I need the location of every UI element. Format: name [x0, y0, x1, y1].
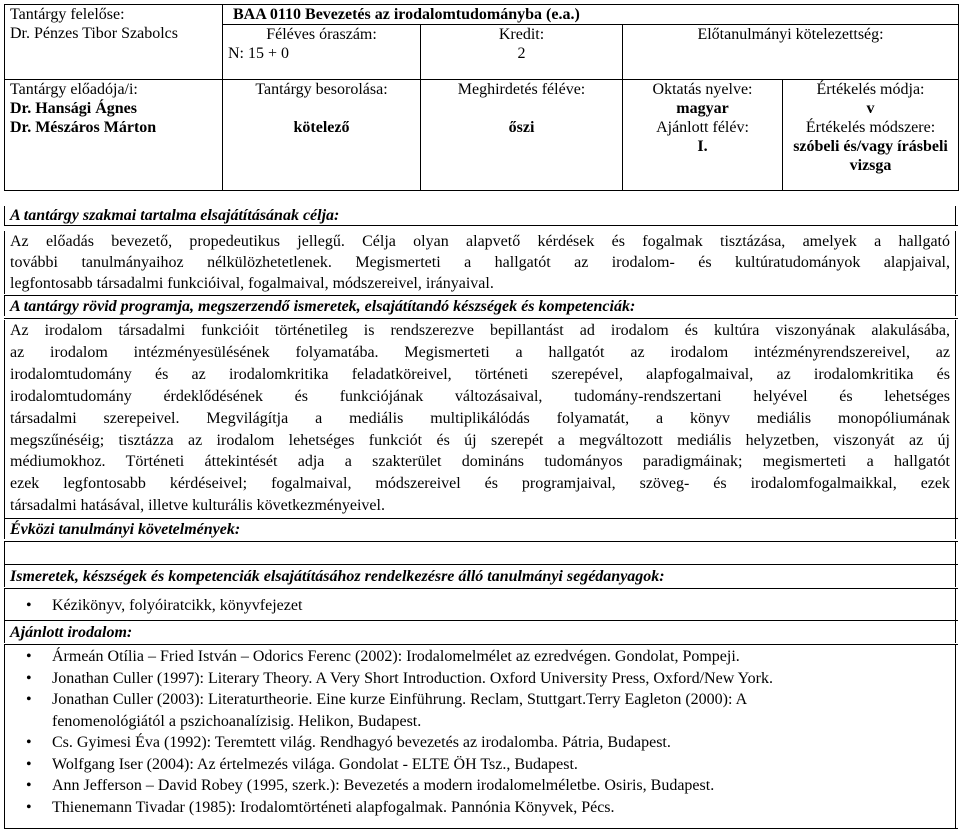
- goal-heading-row: [4, 206, 956, 225]
- goal-line: legfontosabb társadalmi funkcióival, fogalmaival, módszereivel, irányaival.: [10, 275, 494, 292]
- eval-cell: [783, 80, 959, 191]
- goal-line: további tanulmányaihoz nélkülözhetetlenek. Megismerteti a hallgatót az irodalom- és kultúratudományok alapjaival,: [10, 254, 950, 271]
- requirements-heading-row: [4, 519, 956, 539]
- program-line: irodalomtudomány érdeklődésének és funkciójának változásaival, tudomány-rendszertani helyével és lehetséges: [10, 387, 950, 405]
- lecturer-label: Tantárgy előadója/i:: [10, 81, 138, 98]
- credit-cell: [421, 25, 623, 80]
- recommended-value: I.: [697, 138, 708, 155]
- program-line: társadalmi szerepeivel. Megvilágítja a mediális multiplikálódás folyamatát, a könyv mediális monopóliumának: [10, 409, 950, 427]
- literature-item: Jonathan Culler (1997): Literary Theory. A Very Short Introduction. Oxford University Press, Oxford/New York.: [52, 669, 773, 687]
- program-line: ezek legfontosabb kérdéseivel; fogalmaival, módszereivel és programjaival, szöveg- és irodalomfogalmaikkal, ezek: [10, 475, 950, 493]
- list-item: [10, 668, 950, 690]
- language-cell: [623, 80, 783, 191]
- literature-item: Ann Jefferson – David Robey (1995, szerk.): Bevezetés a modern irodalomelméletbe. Osiris, Budapest.: [52, 777, 715, 794]
- divider: [4, 225, 958, 226]
- program-heading: A tantárgy rövid programja, megszerzendő ismeretek, elsajátítandó készségek és kompetenciák:: [10, 298, 636, 315]
- material-item: Kézikönyv, folyóiratcikk, könyvfejezet: [52, 597, 303, 614]
- goal-line: Az előadás bevezető, propedeutikus jellegű. Célja olyan alapvető kérdések és fogalmak tisztázása, amelyek a hallgató: [10, 233, 950, 250]
- bullet-icon: •: [26, 734, 32, 751]
- list-item: [10, 732, 950, 754]
- credit-label: Kredit:: [498, 26, 545, 43]
- course-title: BAA 0110 Bevezetés az irodalomtudományba (e.a.): [223, 5, 959, 25]
- program-body: [4, 320, 956, 518]
- language-value: magyar: [676, 100, 729, 117]
- recommended-label: Ajánlott félév:: [656, 119, 749, 136]
- bullet-icon: •: [26, 648, 32, 665]
- requirements-heading: Évközi tanulmányi követelmények:: [10, 521, 241, 538]
- course-header-table: [4, 4, 959, 191]
- credit-value: 2: [517, 45, 526, 62]
- program-line: társadalmi hatásával, illetve kulturális következményeivel.: [10, 497, 385, 515]
- literature-item: Wolfgang Iser (2004): Az értelmezés világa. Gondolat - ELTE ÖH Tsz., Budapest.: [52, 755, 578, 773]
- list-item: [10, 646, 950, 668]
- lecturer-cell: [5, 80, 223, 191]
- literature-item: Thienemann Tivadar (1985): Irodalomtörténeti alapfogalmak. Pannónia Könyvek, Pécs.: [52, 798, 615, 816]
- responsible-cell: [5, 5, 223, 80]
- materials-heading-row: [4, 565, 956, 587]
- literature-heading: Ajánlott irodalom:: [10, 624, 133, 641]
- hours-cell: [223, 25, 421, 80]
- bullet-icon: •: [26, 777, 32, 794]
- program-heading-row: [4, 296, 956, 316]
- bullet-icon: •: [26, 691, 32, 708]
- prereq-label: Előtanulmányi kötelezettség:: [697, 26, 884, 43]
- bullet-icon: •: [26, 798, 32, 816]
- semester-value: őszi: [508, 119, 535, 136]
- program-line: az irodalom intézményesülésének folyamatába. Megismerteti a hallgatót az irodalom intézményrendszereivel, az: [10, 343, 950, 361]
- literature-list: [10, 645, 950, 818]
- classification-value: kötelező: [293, 119, 350, 136]
- literature-body: [4, 645, 956, 828]
- list-item: [10, 754, 950, 776]
- responsible-label: Tantárgy felelőse:: [10, 6, 125, 23]
- lecturer-1: Dr. Hansági Ágnes: [10, 100, 137, 117]
- goal-heading: A tantárgy szakmai tartalma elsajátításának célja:: [10, 207, 340, 224]
- literature-item-continued: fenomenológiától a pszichoanalízisig. Helikon, Budapest.: [52, 712, 422, 730]
- literature-item: Ármeán Otília – Fried István – Odorics Ferenc (2002): Irodalomelmélet az ezredvégen. Gondolat, Pompeji.: [52, 648, 740, 665]
- list-item: [10, 775, 950, 797]
- classification-label: Tantárgy besorolása:: [255, 81, 388, 98]
- eval-method-value: szóbeli és/vagy írásbeli vizsga: [793, 138, 948, 174]
- responsible-name: Dr. Pénzes Tibor Szabolcs: [10, 25, 178, 42]
- hours-label: Féléves óraszám:: [266, 26, 377, 43]
- list-item: [10, 596, 950, 615]
- program-line: megszűnéséig; tisztázza az irodalom lehetséges funkciót és új szerepét a megváltozott mediális helyzetben, viszonyát az új: [10, 431, 950, 449]
- program-line: Az irodalom társadalmi funkcióit történetileg is rendszerezve bepillantást ad irodalom és kultúra viszonyának alakulásába,: [10, 322, 950, 339]
- bullet-icon: •: [26, 669, 32, 687]
- goal-body: [4, 231, 956, 294]
- materials-heading: Ismeretek, készségek és kompetenciák elsajátításához rendelkezésre álló tanulmányi segédanyagok:: [10, 568, 665, 585]
- eval-method-label: Értékelés módszere:: [805, 119, 936, 136]
- divider: [4, 318, 958, 319]
- literature-item: Jonathan Culler (2003): Literaturtheorie. Eine kurze Einführung. Reclam, Stuttgart.Terry Eagleton (2000): A: [52, 691, 748, 708]
- bullet-icon: •: [26, 597, 32, 614]
- eval-value: v: [866, 100, 875, 117]
- language-label: Oktatás nyelve:: [652, 81, 753, 98]
- requirements-body: [4, 542, 956, 564]
- prereq-cell: [623, 25, 959, 80]
- hours-value: N: 15 + 0: [228, 45, 290, 62]
- list-item: [10, 797, 950, 819]
- literature-heading-row: [4, 621, 956, 643]
- literature-item: Cs. Gyimesi Éva (1992): Teremtett világ. Rendhagyó bevezetés az irodalomba. Pátria, Budapest.: [52, 734, 671, 751]
- eval-label: Értékelés módja:: [816, 81, 925, 98]
- semester-cell: [421, 80, 623, 191]
- bullet-icon: •: [26, 755, 32, 773]
- semester-label: Meghirdetés féléve:: [457, 81, 586, 98]
- lecturer-2: Dr. Mészáros Márton: [10, 119, 157, 136]
- materials-list: [10, 596, 950, 615]
- classification-cell: [223, 80, 421, 191]
- program-line: irodalomtudomány és az irodalomkritika feladatköreivel, történeti szerepével, alapfogalmaival, az irodalomkritika és: [10, 365, 950, 383]
- program-line: médiumokhoz. Történeti áttekintését adja a szakterület domináns tudományos paradigmáinak; megismerteti a hallgatót: [10, 453, 950, 471]
- list-item: [10, 689, 950, 732]
